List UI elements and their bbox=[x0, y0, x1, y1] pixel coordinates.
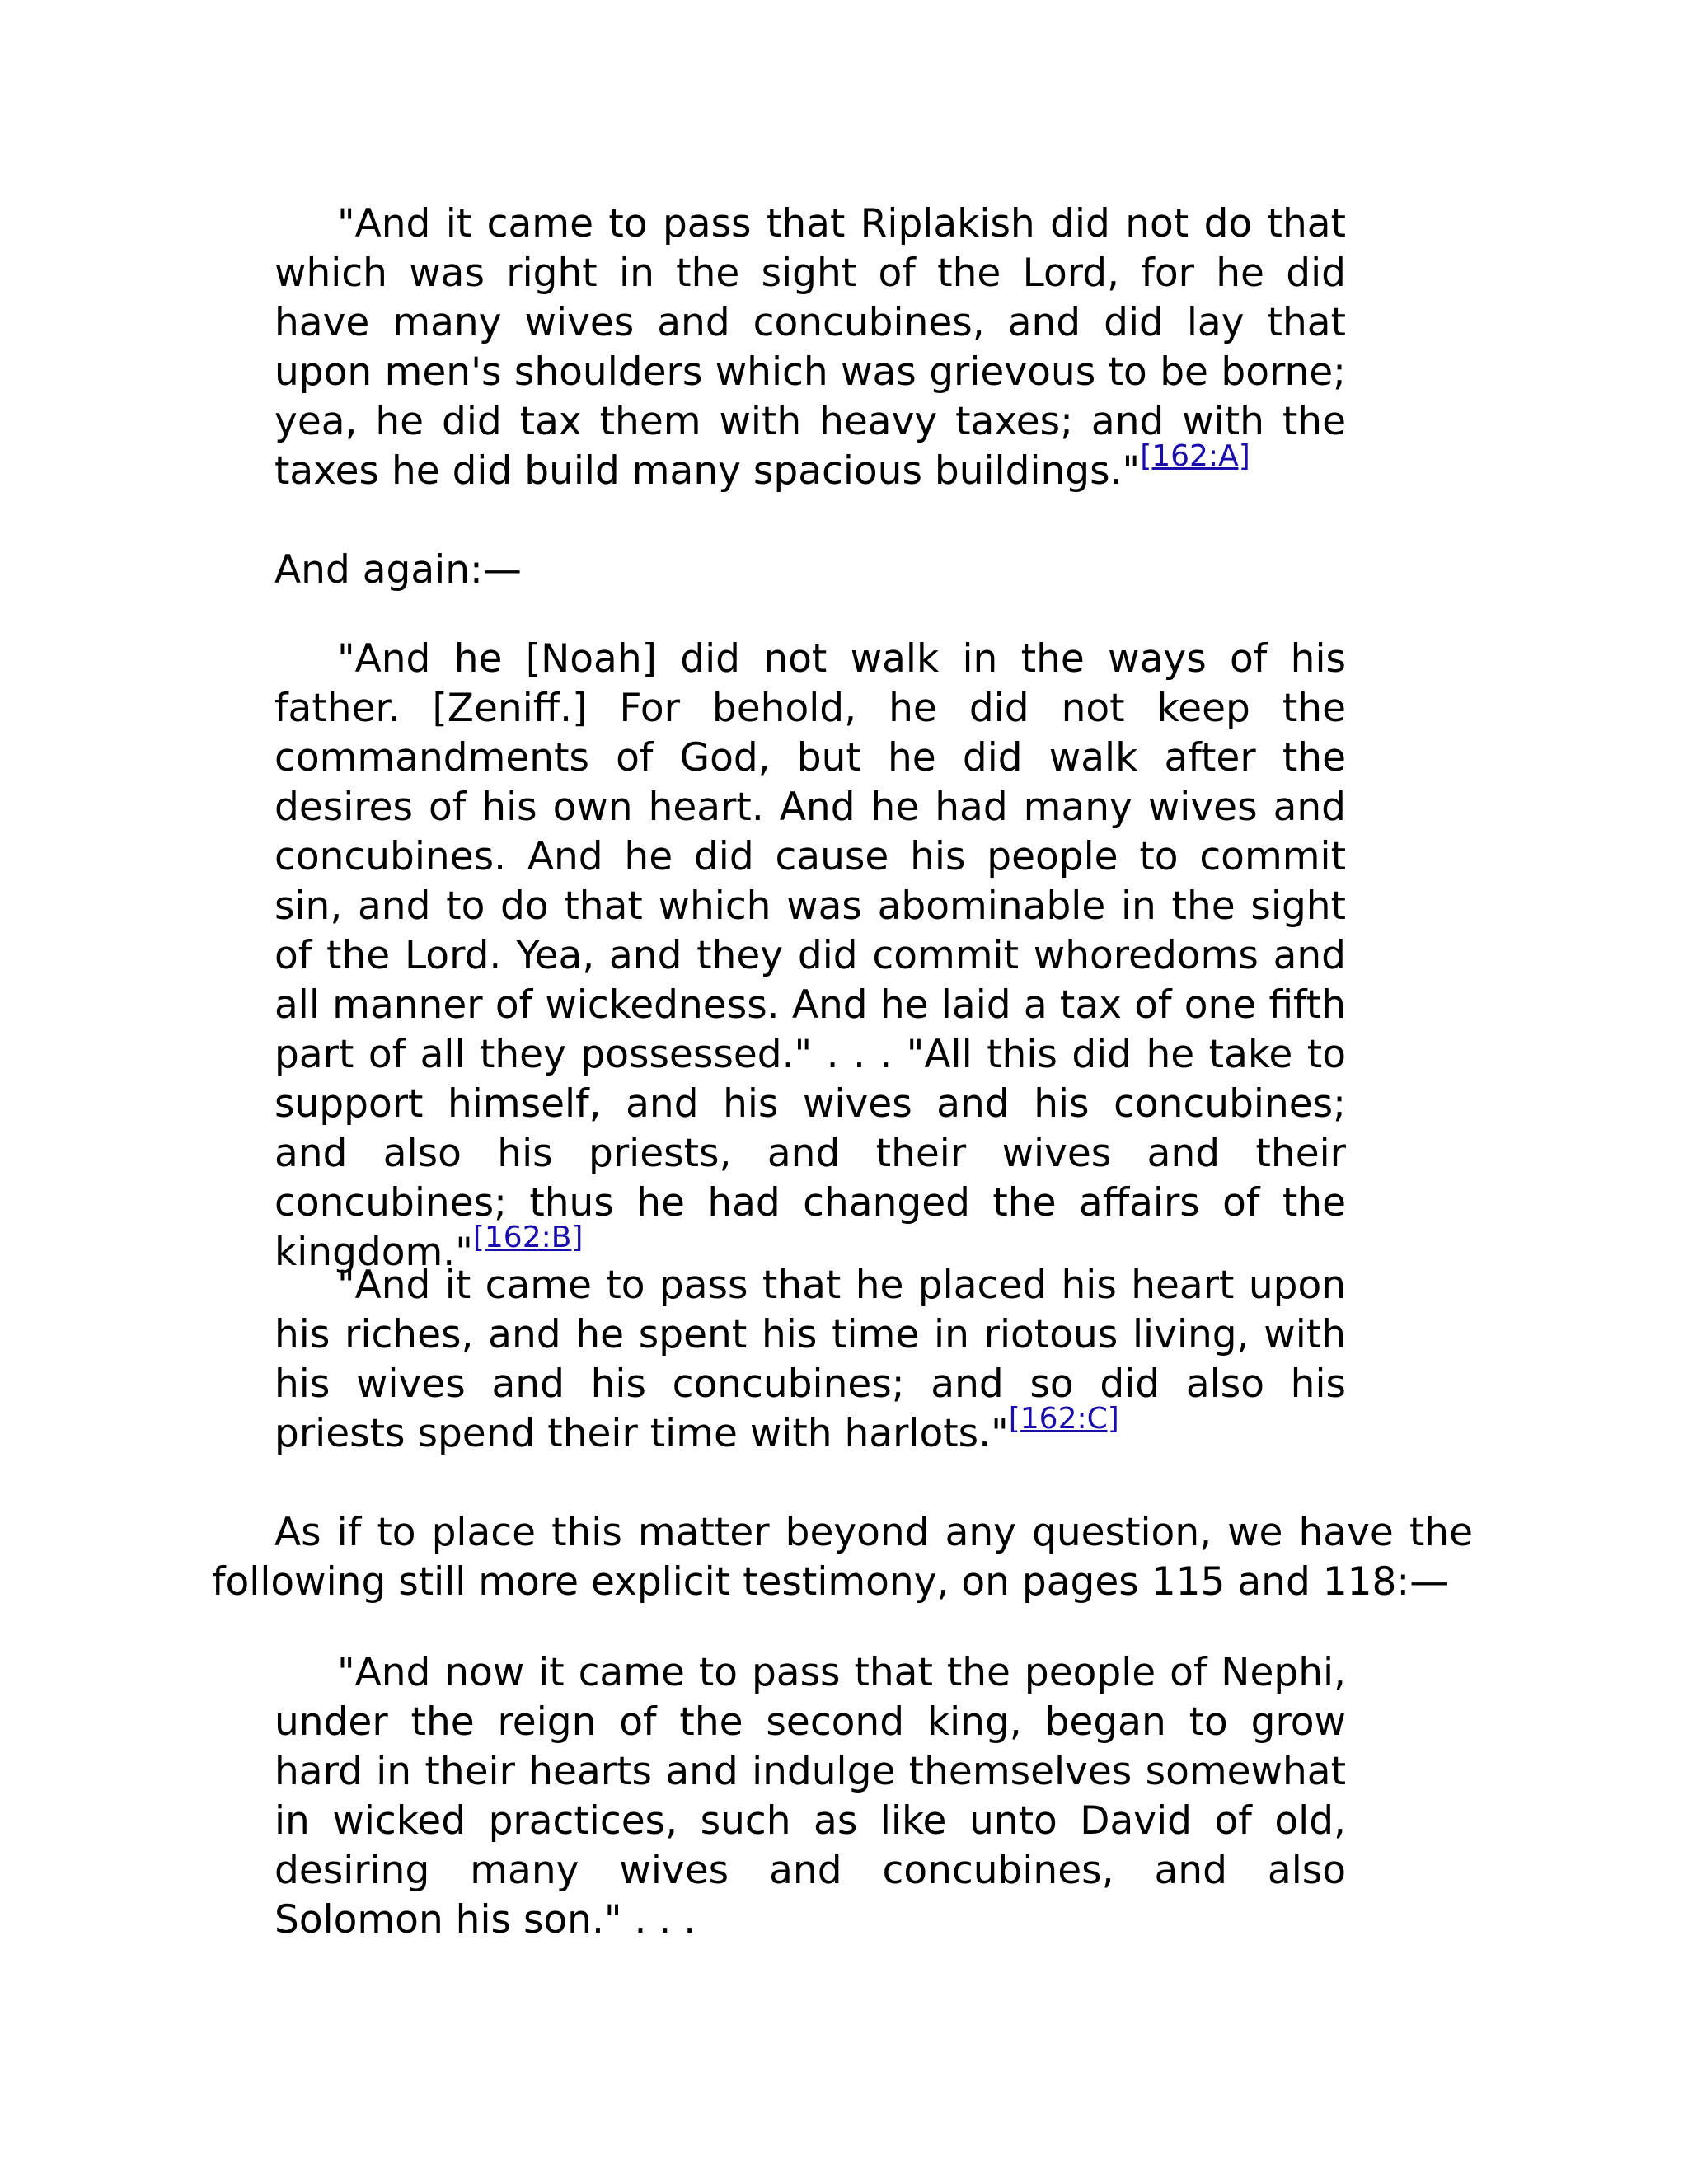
quote-riches bbox=[274, 1261, 1346, 1459]
footnote-link-162b[interactable]: [162:B] bbox=[472, 1221, 584, 1254]
quote-noah bbox=[274, 635, 1346, 1277]
footnote-link-162a[interactable]: [162:A] bbox=[1140, 439, 1250, 473]
quote-riplakish-text: "And it came to pass that Riplakish did not do that which was right in the sight of the Lord, for he did have many wives and concubines, and did lay that upon men's shoulders which was grievous to be borne; yea, he did tax them with heavy taxes; and with the taxes he did build many spacious buildings." bbox=[274, 201, 1346, 494]
quote-nephi-text: "And now it came to pass that the people of Nephi, under the reign of the second king, began to grow hard in their hearts and indulge themselves somewhat in wicked practices, such as like unto David of old, desiring many wives and concubines, and also Solomon his son." . . . bbox=[274, 1650, 1346, 1943]
quote-riches-text: "And it came to pass that he placed his heart upon his riches, and he spent his time in riotous living, with his wives and his concubines; and so did also his priests spend their time with harlots." bbox=[274, 1263, 1346, 1456]
body-paragraph: As if to place this matter beyond any question, we have the following still more explicit testimony, on pages 115 and 118:— bbox=[212, 1510, 1473, 1605]
quote-nephi bbox=[274, 1648, 1346, 1945]
and-again-line: And again:— bbox=[274, 547, 522, 593]
quote-riplakish bbox=[274, 199, 1346, 496]
quote-noah-text: "And he [Noah] did not walk in the ways of his father. [Zeniff.] For behold, he did not keep the commandments of God, but he did walk after the desires of his own heart. And he had many wives and concubines. And he did cause his people to commit sin, and to do that which was abominable in the sight of the Lord. Yea, and they did commit whoredoms and all manner of wickedness. And he laid a tax of one fifth part of all they possessed." . . . "All this did he take to support himself, and his wives and his concubines; and also his priests, and their wives and their concubines; thus he had changed the affairs of the kingdom." bbox=[274, 636, 1346, 1275]
footnote-link-162c[interactable]: [162:C] bbox=[1008, 1402, 1119, 1436]
